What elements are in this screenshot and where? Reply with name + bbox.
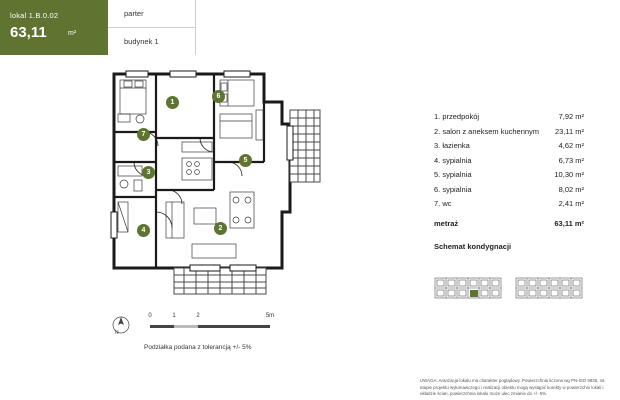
header-meta bbox=[108, 0, 196, 55]
room-marker: 5 bbox=[239, 154, 252, 167]
room-area: 2,41 m² bbox=[558, 199, 584, 208]
room-row bbox=[434, 156, 584, 171]
room-row bbox=[434, 141, 584, 156]
room-area: 8,02 m² bbox=[558, 184, 584, 194]
room-marker: 1 bbox=[166, 96, 179, 109]
room-area: 7,92 m² bbox=[558, 112, 584, 121]
room-name: 2. salon z aneksem kuchennym bbox=[434, 126, 540, 136]
room-marker: 3 bbox=[142, 166, 155, 179]
room-marker: 4 bbox=[137, 224, 150, 237]
scale-tick-3: 5m bbox=[265, 313, 275, 319]
unit-code: lokal 1.B.0.02 bbox=[10, 11, 59, 20]
room-marker: 2 bbox=[214, 222, 227, 235]
scale-block bbox=[110, 312, 310, 352]
room-name: 5. sypialnia bbox=[434, 170, 472, 179]
total-row bbox=[434, 219, 584, 234]
scale-tick-1: 1 bbox=[172, 313, 176, 319]
scale-tolerance-note: Podziałka podana z tolerancją +/- 5% bbox=[144, 344, 252, 351]
room-row bbox=[434, 199, 584, 214]
room-name: 1. przedpokój bbox=[434, 112, 480, 121]
room-name: 3. łazienka bbox=[434, 141, 470, 150]
total-label: metraż bbox=[434, 218, 459, 228]
room-area: 6,73 m² bbox=[558, 155, 584, 165]
floor-scheme-drawing bbox=[434, 272, 584, 304]
room-area: 4,62 m² bbox=[558, 141, 584, 150]
room-row bbox=[434, 112, 584, 127]
floor-scheme-title: Schemat kondygnacji bbox=[434, 242, 512, 251]
room-marker: 6 bbox=[212, 90, 225, 103]
disclaimer-text: UWAGA: Aranżacja lokalu ma charakter poglądowy. Powierzchnia liczona wg PN-ISO 9836, na etapie projektu wykonawczego i realizacji obiektu mogą wystąpić korekty w powierzchni lokali i układzie ścian, powierzchnia lokalu może ulec zmianie do +/- 5%. bbox=[420, 378, 605, 397]
unit-header-badge bbox=[0, 0, 108, 55]
floor-plan bbox=[104, 62, 324, 307]
room-area: 10,30 m² bbox=[554, 170, 584, 179]
room-name: 4. sypialnia bbox=[434, 155, 472, 165]
room-row bbox=[434, 127, 584, 142]
scale-tick-0: 0 bbox=[148, 313, 152, 319]
building-label: budynek 1 bbox=[108, 28, 196, 56]
room-row bbox=[434, 170, 584, 185]
room-name: 6. sypialnia bbox=[434, 184, 472, 194]
total-area: 63,11 m² bbox=[554, 218, 584, 228]
highlighted-unit bbox=[470, 290, 478, 297]
room-marker: 7 bbox=[137, 128, 150, 141]
scale-bar bbox=[148, 313, 275, 331]
room-list bbox=[434, 112, 584, 234]
room-name: 7. wc bbox=[434, 199, 452, 208]
room-area: 23,11 m² bbox=[554, 126, 584, 136]
room-row bbox=[434, 185, 584, 200]
unit-area-value: 63,11 bbox=[10, 24, 47, 41]
unit-area-unit: m² bbox=[68, 30, 77, 37]
floor-scheme bbox=[434, 272, 584, 304]
floor-label: parter bbox=[108, 0, 196, 28]
scale-tick-2: 2 bbox=[196, 313, 200, 319]
svg-text:N: N bbox=[115, 330, 119, 336]
north-arrow-icon bbox=[110, 314, 132, 336]
